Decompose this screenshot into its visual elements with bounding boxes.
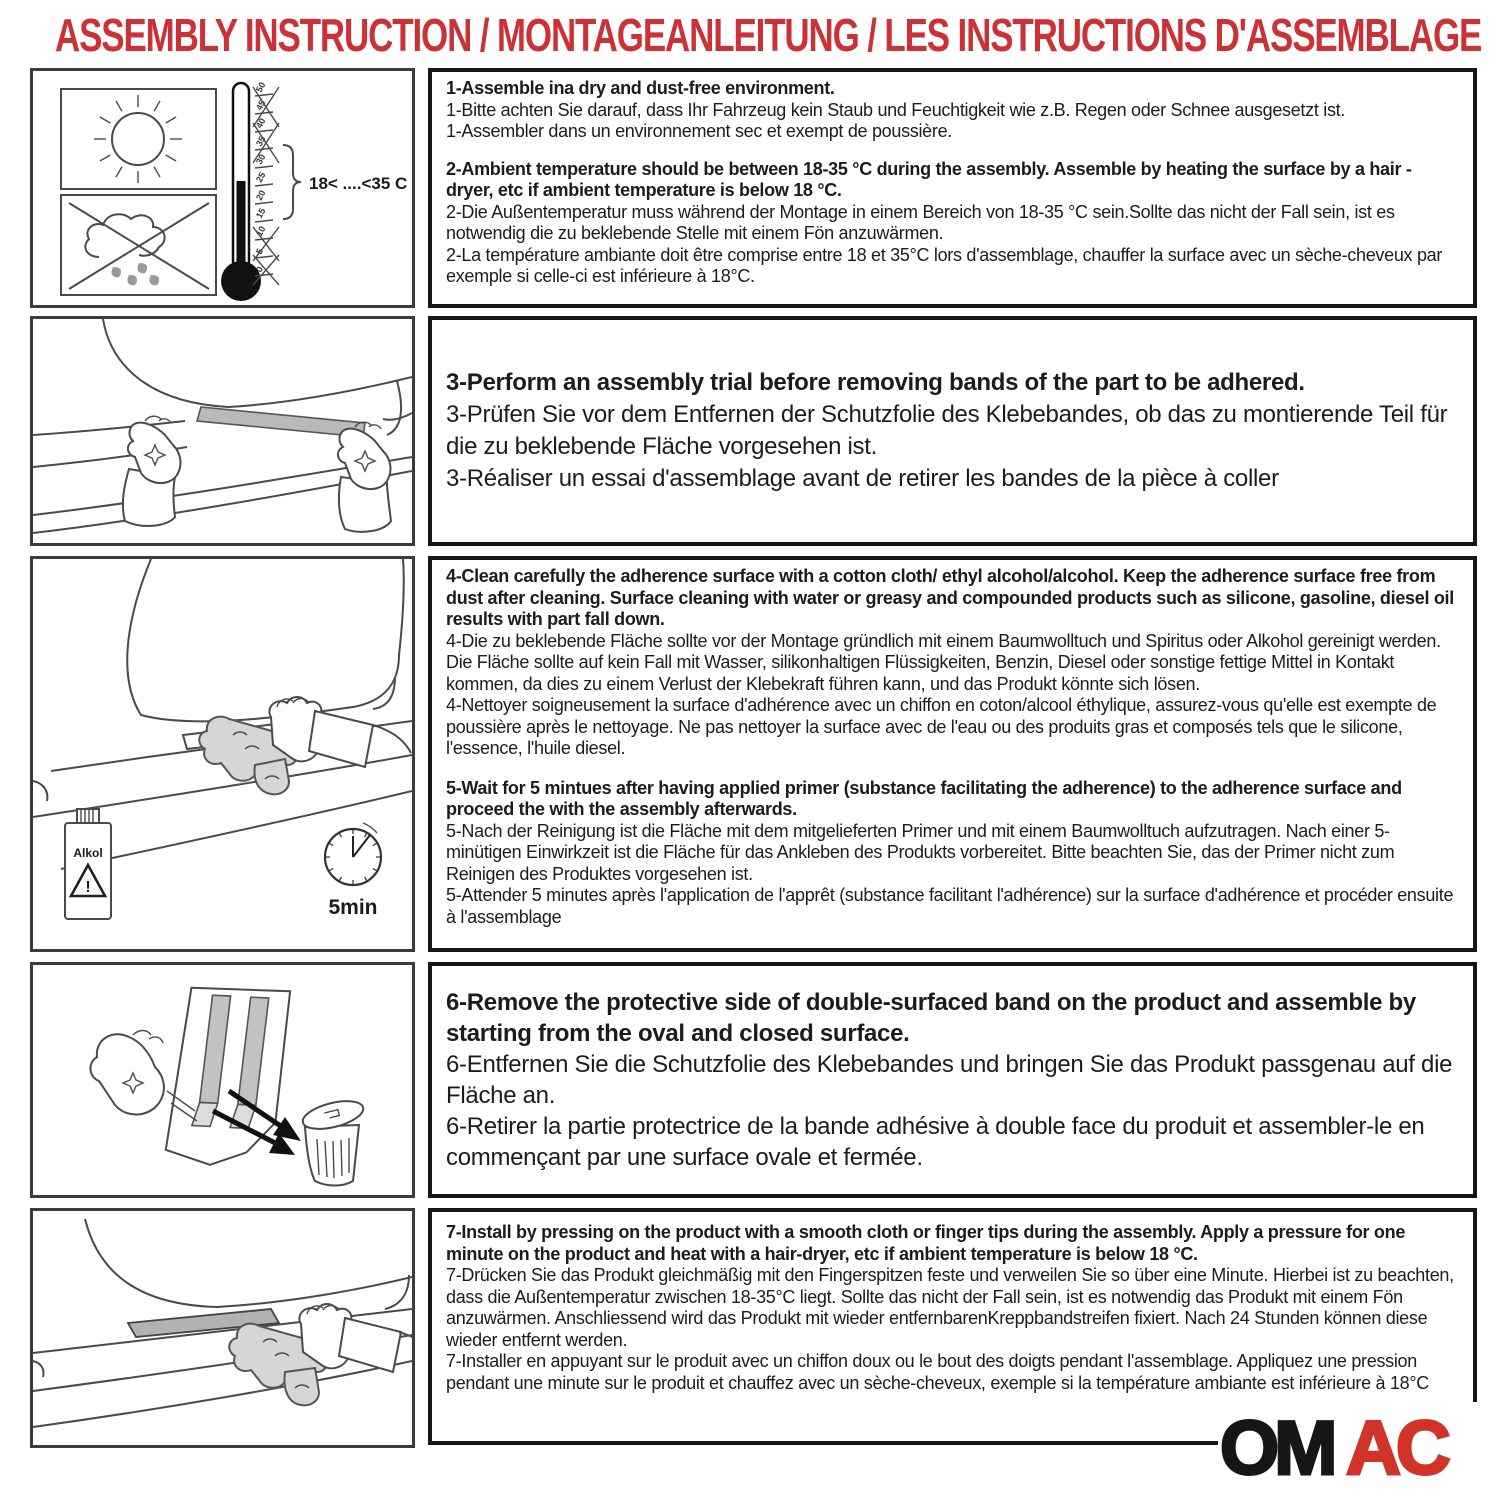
step-4-en: 4-Clean carefully the adherence surface with a cotton cloth/ ethyl alcohol/alcohol. Keep the adherence surface free from dust after cleaning. Surface cleaning with water or greasy and compounded products such as silicone, gasoline, diesel oil results with part fall down. [446,566,1454,629]
alcohol-bottle-icon [65,809,111,919]
step-1-de: 1-Bitte achten Sie darauf, dass Ihr Fahrzeug kein Staub und Feuchtigkeit wie z.B. Regen oder Schnee ausgesetzt ist. [446,99,1346,120]
scale-0: 0 [253,264,266,274]
step-7-fr: 7-Installer en appuyant sur le produit avec un chiffon doux ou le bout des doigts pendant l'assemblage. Appliquez une pression pendant une minute sur le produit et chauffez avec un sèche-cheveux, exemple si la température ambiante est inférieure à 18°C [446,1351,1429,1393]
step-3-en: 3-Perform an assembly trial before removing bands of the part to be adhered. [446,369,1305,396]
step-5-de: 5-Nach der Reinigung ist die Fläche mit dem mitgelieferten Primer und mit einem Baumwolltuch aufzutragen. Nach einer 5-minütigen Einwirkzeit ist die Fläche für das Ankleben des Produkts vorbereitet. Bitte beachten Sie, das der Primer nicht zum Reinigen des Produktes vorgesehen ist. [446,820,1395,884]
scale-20: 20 [253,188,268,202]
sun-icon [61,89,216,189]
sill-trim-strip [197,407,365,437]
scale-35: 35 [253,134,268,148]
alcohol-label: Alkol [73,846,103,860]
instructions-step-1-2 [428,68,1477,308]
warning-exclamation: ! [85,879,91,896]
step-7-de: 7-Drücken Sie das Produkt gleichmäßig mit den Fingerspitzen feste und verweilen Sie so über eine Minute. Hierbei ist zu beachten, dass die Außentemperatur zwischen 18-35°C liegt. Sollte das nicht der Fall sein, ist es notwendig das Produkt mit einem Fön anzuwärmen. Anschliessend wird das Produkt mit wieder entfernbarenKreppbandstreifen fixiert. Nach 24 Stunden können diese wieder entfernt werden. [446,1265,1454,1350]
instructions-step-6 [428,962,1477,1198]
scale-5: 5 [253,246,266,256]
step-1-en: 1-Assemble ina dry and dust-free environment. [446,78,835,98]
instructions-step-3 [428,316,1477,546]
step-2-en: 2-Ambient temperature should be between 18-35 °C during the assembly. Assemble by heating the surface by a hair -dryer, etc if ambient temperature is below 18 °C. [446,158,1412,200]
step-1-fr: 1-Assembler dans un environnement sec et exempt de poussière. [446,121,952,141]
instructions-step-4-5 [428,556,1477,952]
step-2-de: 2-Die Außentemperatur muss während der Montage in einem Bereich von 18-35 °C sein.Sollte das nicht der Fall sein, ist es notwendig die zu beklebende Stelle mit einem Fön anzuwärmen. [446,201,1395,243]
page-title: ASSEMBLY INSTRUCTION / MONTAGEANLEITUNG / LES INSTRUCTIONS D'ASSEMBLAGE [55,9,1482,61]
cleaning-cloth-hand [199,697,411,794]
trial-fit-drawing [33,319,412,543]
clock-icon [325,823,381,919]
brand-logo [1218,1402,1500,1494]
step-6-de: 6-Entfernen Sie die Schutzfolie des Klebebandes und bringen Sie das Produkt passgenau auf die Fläche an. [446,1051,1453,1109]
step-5-en: 5-Wait for 5 mintues after having applied primer (substance facilitating the adherence) to the adherence surface and proceed the with the assembly afterwards. [446,777,1402,819]
omac-logo [1218,1406,1482,1490]
scale-45: 45 [253,98,268,112]
right-hand [338,422,391,532]
press-product-drawing [33,1211,412,1445]
step-7-en: 7-Install by pressing on the product with a smooth cloth or finger tips during the assembly. Apply a pressure for one minute on the product and heat with a hair-dryer, etc if ambient temperature is below 18 °C. [446,1222,1406,1264]
scale-30: 30 [253,152,268,166]
illustration-press-product [30,1208,415,1448]
scale-25: 25 [253,170,268,184]
step-3-de: 3-Prüfen Sie vor dem Entfernen der Schutzfolie des Klebebandes, ob das zu montierende Teil für die zu beklebende Fläche vorgesehen ist. [446,401,1448,460]
illustration-environment-temperature [30,68,415,308]
illustration-trial-fit [30,316,415,546]
trash-can-icon [300,1096,366,1186]
thermometer-icon [221,80,407,301]
logo-text-red: AC [1346,1406,1446,1490]
range-brace [283,145,301,219]
illustration-clean-surface [30,556,415,952]
scale-40: 40 [253,116,268,130]
step-3-fr: 3-Réaliser un essai d'assemblage avant de retirer les bandes de la pièce à coller [446,465,1279,492]
no-rain-icon [61,195,216,295]
scale-15: 15 [253,206,268,220]
step-5-fr: 5-Attender 5 minutes après l'application de l'apprêt (substance facilitant l'adhérence) sur la surface d'adhérence et procéder ensuite à l'assemblage [446,885,1454,927]
scale-10: 10 [253,224,268,238]
scale-50: 50 [253,80,268,94]
step-6-en: 6-Remove the protective side of double-surfaced band on the product and assemble by starting from the oval and closed surface. [446,989,1416,1047]
step-4-fr: 4-Nettoyer soigneusement la surface d'adhérence avec un chiffon en coton/alcool éthylique, assurez-vous qu'elle est exempte de poussière après le nettoyage. Ne pas nettoyer la surface avec de l'eau ou des produits gras et composés tels que le silicone, l'essence, l'huile diesel. [446,695,1437,758]
step-2-fr: 2-La température ambiante doit être comprise entre 18 et 35°C lors d'assemblage, chauffer la surface avec un sèche-cheveux par exemple si celle-ci est inférieure à 18°C. [446,244,1443,286]
remove-band-drawing [33,965,412,1195]
temperature-range-label: 18< ....<35 C [309,174,408,193]
illustration-remove-band [30,962,415,1198]
wait-time-label: 5min [328,896,378,919]
left-hand [123,416,181,526]
step-4-de: 4-Die zu beklebende Fläche sollte vor der Montage gründlich mit einem Baumwolltuch und Spiritus oder Alkohol gereinigt werden. Die Fläche sollte auf kein Fall mit Wasser, silikonhaltigen Flüssigkeiten, Benzin, Diesel oder sonstige fettige Mittel in Kontakt kommen, da dies zu einem Verlust der Klebekraft führen kann, und das Produkt könnte sich lösen. [446,630,1441,694]
clean-surface-drawing [33,559,412,949]
logo-text-black: OM [1220,1406,1333,1490]
step-6-fr: 6-Retirer la partie protectrice de la bande adhésive à double face du produit et assembler-le en commençant par une surface ovale et fermée. [446,1113,1425,1171]
environment-temperature-drawing [33,71,412,305]
